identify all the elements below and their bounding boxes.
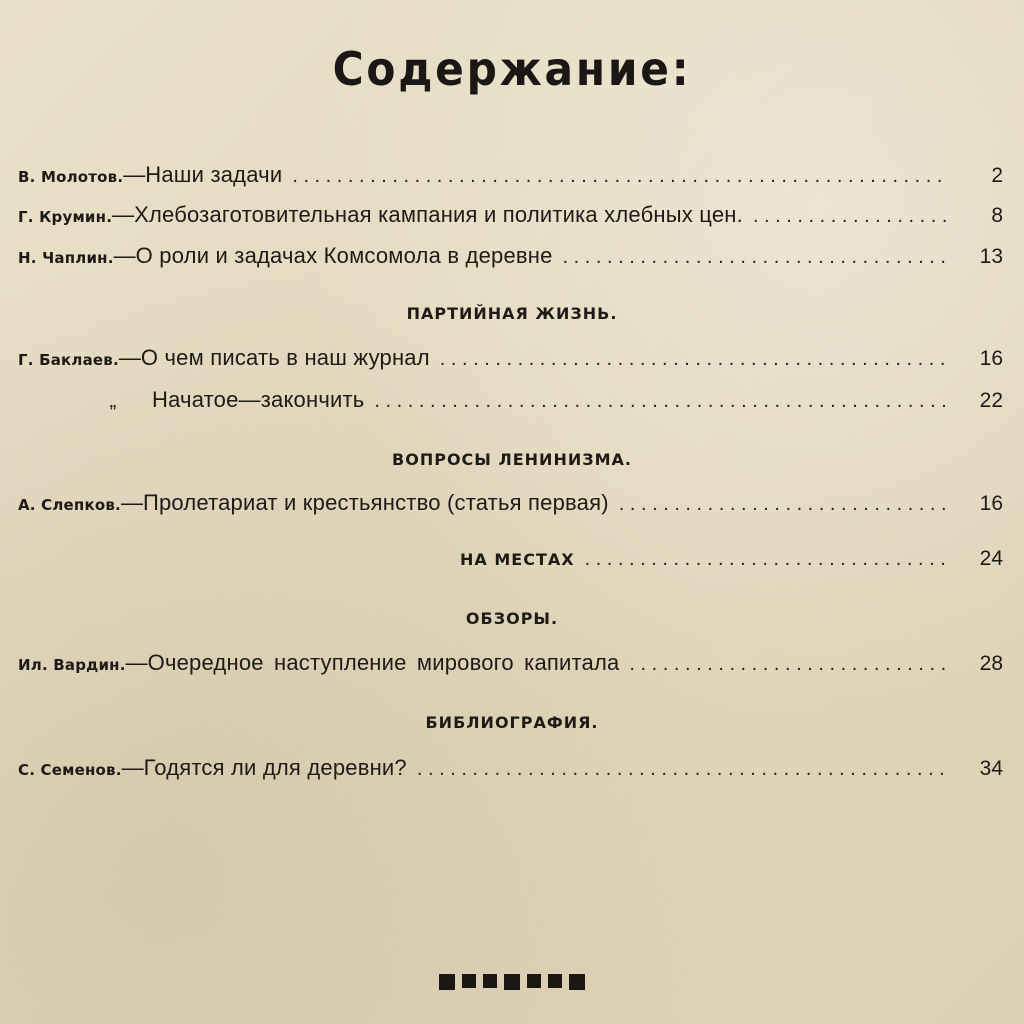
- entry-title: Начатое—закончить: [152, 387, 365, 412]
- toc-entry-on-sites[interactable]: [18, 547, 1003, 577]
- dot-leader: [743, 205, 947, 228]
- entry-author: Г. Крумин.: [18, 208, 113, 226]
- square-ornament-icon: [439, 974, 455, 990]
- toc-entry[interactable]: [18, 490, 1003, 520]
- entry-author: Н. Чаплин.: [18, 249, 114, 267]
- entry-page-number: 16: [979, 347, 1003, 370]
- toc-entry[interactable]: [18, 243, 1003, 273]
- entry-title: О роли и задачах Комсомола в деревне: [135, 243, 553, 268]
- entry-dash: —: [118, 345, 141, 370]
- dot-leader: [364, 390, 947, 413]
- dot-leader: [575, 548, 947, 571]
- entry-page-number: 8: [991, 204, 1003, 227]
- entry-title: Годятся ли для деревни?: [143, 755, 407, 780]
- dot-leader: [619, 653, 947, 676]
- entry-dash: —: [121, 755, 144, 780]
- toc-entry[interactable]: [18, 345, 1003, 375]
- entry-page-number: 16: [979, 492, 1003, 515]
- dot-leader: [609, 493, 947, 516]
- entry-author: С. Семенов.: [18, 761, 122, 779]
- entry-dash: —: [112, 202, 135, 227]
- entry-page-number: 28: [979, 652, 1003, 675]
- entry-author: В. Молотов.: [18, 168, 124, 186]
- entry-title: Пролетариат и крестьянство (статья первая): [142, 490, 609, 515]
- decorative-square-ornament: [0, 974, 1024, 990]
- section-heading-party-life: ПАРТИЙНАЯ ЖИЗНЬ.: [406, 304, 618, 323]
- toc-entry[interactable]: [18, 162, 1003, 192]
- page-title: Содержание:: [332, 42, 692, 96]
- entry-page-number: 24: [979, 547, 1003, 570]
- entry-dash: —: [123, 162, 146, 187]
- toc-entry[interactable]: [18, 650, 1003, 680]
- square-ornament-icon: [548, 974, 562, 988]
- ditto-mark: „: [109, 390, 117, 412]
- section-heading-on-sites: НА МЕСТАХ: [460, 550, 575, 569]
- entry-author: Ил. Вардин.: [18, 656, 126, 674]
- toc-entry[interactable]: [18, 387, 1003, 417]
- square-ornament-icon: [527, 974, 541, 988]
- entry-page-number: 22: [979, 389, 1003, 412]
- entry-title: Хлебозаготовительная кампания и политика хлебных цен.: [134, 202, 743, 227]
- section-heading-bibliography: БИБЛИОГРАФИЯ.: [425, 713, 599, 732]
- entry-page-number: 2: [991, 164, 1003, 187]
- section-heading-reviews: ОБЗОРЫ.: [465, 609, 559, 628]
- toc-entry[interactable]: [18, 755, 1003, 785]
- square-ornament-icon: [462, 974, 476, 988]
- square-ornament-icon: [483, 974, 497, 988]
- entry-page-number: 13: [979, 245, 1003, 268]
- entry-author: Г. Баклаев.: [18, 351, 119, 369]
- section-heading-leninism: ВОПРОСЫ ЛЕНИНИЗМА.: [392, 450, 632, 469]
- entry-title: Очередное наступление мирового капитала: [147, 650, 620, 675]
- entry-dash: —: [113, 243, 136, 268]
- dot-leader: [282, 165, 947, 188]
- entry-page-number: 34: [979, 757, 1003, 780]
- dot-leader: [430, 348, 947, 371]
- entry-author: А. Слепков.: [18, 496, 121, 514]
- entry-dash: —: [120, 490, 143, 515]
- square-ornament-icon: [569, 974, 585, 990]
- entry-title: Наши задачи: [145, 162, 283, 187]
- square-ornament-icon: [504, 974, 520, 990]
- dot-leader: [553, 246, 947, 269]
- dot-leader: [407, 758, 947, 781]
- toc-entry[interactable]: [18, 202, 1003, 232]
- entry-title: О чем писать в наш журнал: [140, 345, 430, 370]
- entry-dash: —: [125, 650, 148, 675]
